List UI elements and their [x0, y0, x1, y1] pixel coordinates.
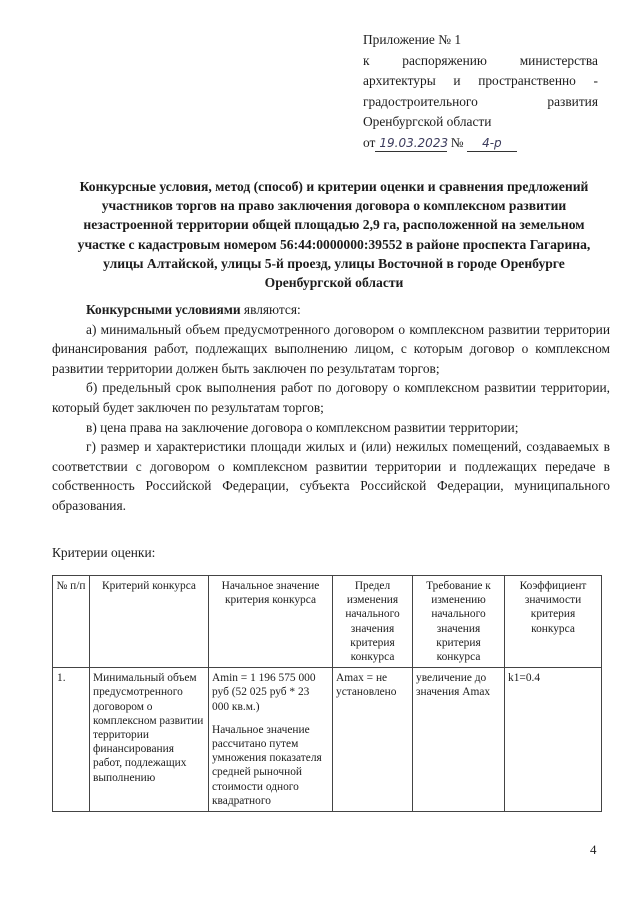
cell-criterion: Минимальный объем предусмотренного договором о комплексном развитии территории финансирования работ, подлежащих выполнению — [90, 668, 209, 812]
appendix-line: к распоряжению министерства — [363, 52, 598, 68]
appendix-line: Оренбургской области — [363, 114, 492, 129]
header-initial: Начальное значение критерия конкурса — [209, 576, 333, 668]
handwritten-date: 19.03.2023 — [375, 136, 447, 152]
appendix-line: архитектуры и пространственно - — [363, 73, 598, 88]
table-header-row — [53, 576, 602, 668]
number-prefix: № — [450, 134, 464, 150]
header-limit: Предел изменения начального значения критерия конкурса — [333, 576, 413, 668]
document-title: Конкурсные условия, метод (способ) и критерии оценки и сравнения предложений участников торгов на право заключения договора о комплексном развитии незастроенной территории общей площадью 2,9 га, расположенной на земельном участке с кадастровым номером 56:44:0000000:39552 в районе проспекта Гагарина, улицы Алтайской, улицы 5-й проезд, улицы Восточной в городе Оренбурге Оренбургской области — [77, 179, 591, 291]
appendix-title: Приложение № 1 — [363, 32, 462, 47]
date-prefix: от — [363, 134, 376, 150]
cell-initial-note: Начальное значение рассчитано путем умножения показателя средней рыночной стоимости одного квадратного — [212, 723, 322, 807]
criteria-table — [52, 575, 602, 812]
conditions-section — [52, 300, 610, 516]
header-criterion: Критерий конкурса — [90, 576, 209, 668]
conditions-intro-bold: Конкурсными условиями — [86, 302, 241, 317]
header-requirement: Требование к изменению начального значения критерия конкурса — [413, 576, 505, 668]
condition-item: г) размер и характеристики площади жилых и (или) нежилых помещений, создаваемых в соответствии с договором о комплексном развитии территории и подлежащих передаче в собственность Российской Федерации, субъекта Российской Федерации, муниципального образования. — [52, 439, 610, 513]
cell-coef: k1=0.4 — [505, 668, 602, 812]
header-num: № п/п — [53, 576, 90, 668]
conditions-intro — [52, 300, 610, 320]
condition-item: а) минимальный объем предусмотренного договором о комплексном развитии территории финансирования работ, подлежащих выполнению лицом, с которым договор о комплексном развитии территории должен быть заключен по результатам торгов; — [52, 321, 610, 376]
appendix-line: градостроительного развития — [363, 93, 598, 109]
condition-item: в) цена права на заключение договора о комплексном развитии территории; — [86, 419, 519, 435]
cell-limit: Amax = не установлено — [333, 668, 413, 812]
cell-initial-formula: Amin = 1 196 575 000 руб (52 025 руб * 23 000 кв.м.) — [212, 672, 316, 713]
conditions-intro-rest: являются: — [240, 302, 301, 317]
cell-requirement: увеличение до значения Amax — [413, 668, 505, 812]
condition-item: б) предельный срок выполнения работ по договору о комплексном развитии территории, который будет заключен по результатам торгов; — [52, 380, 610, 415]
cell-initial — [209, 668, 333, 812]
page-number: 4 — [590, 842, 597, 857]
appendix-date-line — [363, 133, 598, 154]
header-coef: Коэффициент значимости критерия конкурса — [505, 576, 602, 668]
cell-num: 1. — [53, 668, 90, 812]
appendix-header — [363, 30, 598, 153]
handwritten-number: 4-р — [467, 136, 517, 152]
criteria-label: Критерии оценки: — [52, 545, 156, 560]
table-row — [53, 668, 602, 812]
